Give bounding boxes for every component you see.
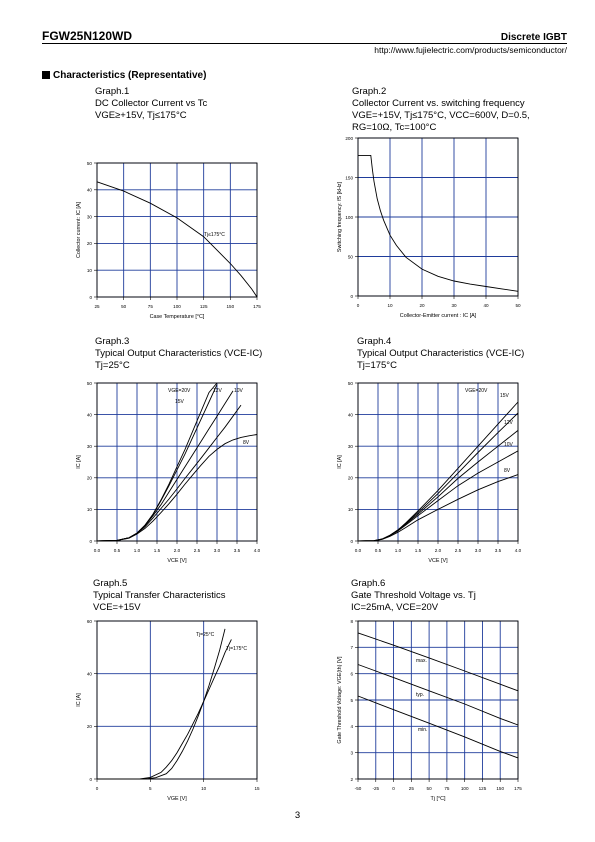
x-tick-label: 25 [94,304,100,309]
y-tick-label: 100 [345,214,353,220]
page-number: 3 [294,810,301,821]
x-tick-label: 0.5 [113,548,121,553]
graph-title: Typical Output Characteristics (VCE-IC) [95,348,263,359]
graph-label: Graph.6 [351,578,386,589]
series-label: 10V [504,442,513,448]
series-line [358,633,518,691]
x-tick-label: 75 [444,786,450,791]
series-line [97,629,225,779]
y-tick-label: 3 [350,750,353,756]
x-tick-label: 30 [451,303,457,308]
x-tick-label: 15 [254,786,260,791]
graph-title: Typical Output Characteristics (VCE-IC) [357,348,525,359]
graph-title: Typical Transfer Characteristics [93,590,226,601]
x-tick-label: 5 [149,786,152,791]
y-tick-label: 200 [345,135,353,141]
y-tick-label: 50 [347,254,353,260]
y-tick-label: 40 [347,412,353,418]
x-axis-label: Case Temperature [°C] [149,314,205,320]
x-tick-label: -25 [372,786,380,791]
x-tick-label: 3.0 [474,548,482,553]
x-tick-label: 20 [419,303,425,308]
x-tick-label: -50 [354,786,362,791]
x-tick-label: 100 [173,304,181,309]
y-tick-label: 0 [89,538,92,544]
series-label: 12V [213,388,222,394]
x-tick-label: 1.5 [414,548,422,553]
x-axis-label: Collector-Emitter current : IC [A] [399,313,477,319]
graph-title: Collector Current vs. switching frequency [352,98,525,109]
x-axis-label: VCE [V] [167,558,187,564]
y-tick-label: 50 [86,160,92,166]
y-axis-label: Switching frequency: fS [kHz] [337,181,343,253]
series-label: 10V [234,388,243,394]
y-tick-label: 0 [350,538,353,544]
x-tick-label: 100 [460,786,469,791]
x-tick-label: 150 [226,304,235,309]
y-tick-label: 7 [350,645,353,651]
graph-label: Graph.3 [95,336,130,347]
x-tick-label: 3.5 [494,548,502,553]
x-tick-label: 125 [199,304,208,309]
y-tick-label: 40 [86,412,92,418]
x-tick-label: 0.0 [354,548,362,553]
y-tick-label: 40 [86,671,92,677]
series-label: Tj≤175°C [204,232,225,238]
y-tick-label: 30 [347,444,353,449]
header-url[interactable]: http://www.fujielectric.com/products/semiconductor/ [374,45,567,55]
y-axis-label: IC [A] [76,455,82,469]
y-tick-label: 30 [86,214,92,220]
series-label: VGE=20V [465,388,488,394]
graph-condition: Tj=25°C [95,360,130,371]
graph-condition: IC=25mA, VCE=20V [351,602,439,613]
series-label: 15V [500,393,509,399]
y-tick-label: 2 [350,776,353,782]
y-tick-label: 10 [347,507,353,513]
series-label: Tj=25°C [196,632,215,638]
product-type: Discrete IGBT [500,32,567,43]
series-line [358,155,518,291]
y-tick-label: 40 [86,187,92,193]
y-tick-label: 4 [350,724,353,730]
part-number: FGW25N120WD [42,29,133,43]
y-tick-label: 0 [350,293,353,299]
series-label: Tj=175°C [226,646,248,652]
graph-condition: Tj=175°C [357,360,397,371]
x-tick-label: 2.0 [173,548,181,553]
y-tick-label: 0 [89,776,92,782]
x-tick-label: 10 [387,303,393,308]
x-tick-label: 0 [95,786,99,791]
y-tick-label: 20 [86,475,92,481]
y-tick-label: 10 [86,268,92,273]
y-tick-label: 50 [347,380,353,386]
y-tick-label: 6 [350,671,353,677]
graph-condition: VCE=+15V [93,602,141,613]
x-tick-label: 1.0 [394,548,402,553]
series-label: 8V [504,468,511,474]
x-tick-label: 25 [408,786,414,791]
graph-label: Graph.2 [352,86,387,97]
series-line [97,405,241,541]
x-tick-label: 0 [356,303,360,308]
series-label: max. [416,658,427,664]
x-tick-label: 3.0 [213,548,221,553]
series-line [97,639,231,779]
y-tick-label: 150 [345,175,353,181]
graph-condition: VGE≥+15V, Tj≤175°C [95,110,187,121]
y-axis-label: IC [A] [337,455,343,469]
series-label: VGE=20V [168,388,191,394]
plot-frame [97,621,257,779]
graph-label: Graph.1 [95,86,130,97]
section-title-text: Characteristics (Representative) [53,70,207,81]
y-tick-label: 0 [89,294,92,300]
x-tick-label: 75 [147,304,153,309]
x-tick-label: 0 [392,786,395,791]
x-tick-label: 0.5 [374,548,382,553]
x-axis-label: VGE [V] [167,796,187,802]
x-tick-label: 175 [514,786,522,791]
x-tick-label: 125 [478,786,487,791]
x-tick-label: 2.0 [434,548,442,553]
graph-condition-2: RG=10Ω, Tc=100°C [352,122,437,133]
y-tick-label: 20 [86,724,92,730]
series-line [358,696,518,758]
series-label: 15V [175,399,184,405]
x-tick-label: 175 [253,304,261,309]
x-tick-label: 1.0 [133,548,141,553]
x-tick-label: 4.0 [253,548,261,553]
series-label: 12V [504,420,513,426]
graph-title: Gate Threshold Voltage vs. Tj [351,590,476,601]
x-tick-label: 2.5 [193,548,201,553]
graph-condition: VGE=+15V, Tj≤175°C, VCC=600V, D=0.5, [352,110,530,121]
y-tick-label: 20 [86,241,92,247]
y-tick-label: 8 [350,618,353,624]
x-tick-label: 4.0 [514,548,522,553]
x-tick-label: 1.5 [153,548,161,553]
x-tick-label: 0.0 [93,548,101,553]
x-tick-label: 40 [483,303,489,308]
y-axis-label: Collector current: IC [A] [76,201,82,259]
y-tick-label: 50 [86,380,92,386]
x-axis-label: VCE [V] [428,558,448,564]
x-tick-label: 50 [515,303,521,308]
x-tick-label: 3.5 [233,548,241,553]
x-tick-label: 150 [496,786,505,791]
series-label: 8V [243,440,250,446]
x-tick-label: 10 [201,786,207,791]
y-tick-label: 10 [86,507,92,513]
series-label: min. [418,727,428,733]
graph-label: Graph.4 [357,336,392,347]
x-tick-label: 50 [426,786,432,791]
x-axis-label: Tj [°C] [430,796,446,802]
x-tick-label: 50 [121,304,127,309]
y-tick-label: 5 [350,697,353,703]
graph-label: Graph.5 [93,578,128,589]
y-tick-label: 20 [347,475,353,481]
y-axis-label: IC [A] [76,693,82,707]
y-axis-label: Gate Threshold Voltage: VGE(th) [V] [337,656,343,744]
y-tick-label: 30 [86,444,92,449]
y-tick-label: 60 [86,618,92,624]
graph-title: DC Collector Current vs Tc [95,98,208,109]
series-label: typ. [416,692,425,698]
x-tick-label: 2.5 [454,548,462,553]
